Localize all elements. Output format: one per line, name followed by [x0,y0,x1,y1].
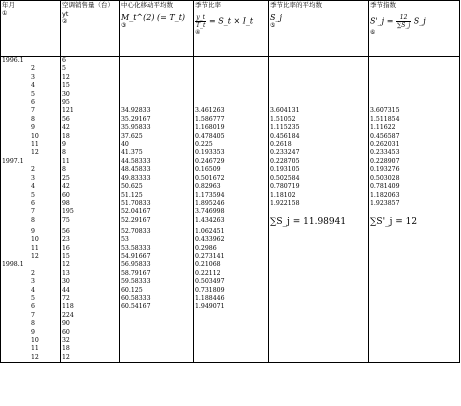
cell-moving-average: 35.29167 [120,116,194,124]
table-row [1,236,460,244]
cell-sales: 18 [61,345,120,353]
cell-sales: 56 [61,228,120,236]
cell-month: 1996.1 [1,57,61,66]
seasonal-ratio-formula: $\frac{y\_t}{T\_t}$ = S_t × I_t [196,13,254,29]
cell-seasonal-ratio: 0.21068 [194,261,269,269]
header-ratio-average: 季节比率的平均数 S_j ⑤ [269,1,369,57]
table-row [1,91,460,99]
cell-moving-average: 59.58333 [120,278,194,286]
cell-moving-average: 49.83333 [120,175,194,183]
cell-moving-average: 35.95833 [120,124,194,132]
cell-ratio-average [269,303,369,311]
cell-seasonal-ratio: 1.188446 [194,295,269,303]
cell-ratio-average [269,82,369,90]
cell-moving-average: 52.29167 [120,217,194,228]
cell-month: 9 [1,228,61,236]
seasonal-index-sum: ∑S'_j = 12 [370,216,418,227]
table-row [1,107,460,115]
cell-seasonal-index [369,261,460,269]
table-body [1,57,460,363]
cell-sales: 12 [61,261,120,269]
cell-seasonal-index: 0.262031 [369,141,460,149]
table-row [1,295,460,303]
cell-seasonal-index [369,278,460,286]
cell-seasonal-ratio [194,345,269,353]
table-row [1,141,460,149]
cell-ratio-average [269,270,369,278]
cell-month: 1998.1 [1,261,61,269]
cell-month: 6 [1,99,61,107]
cell-sales: 5 [61,65,120,73]
table-row [1,208,460,216]
table-row [1,175,460,183]
cell-sales: 30 [61,91,120,99]
cell-seasonal-ratio: 1.173594 [194,192,269,200]
cell-month: 7 [1,208,61,216]
cell-seasonal-index: 0.456587 [369,133,460,141]
cell-month: 5 [1,295,61,303]
cell-ratio-average [269,91,369,99]
cell-moving-average: 60.58333 [120,295,194,303]
cell-sales: 118 [61,303,120,311]
cell-moving-average: 53.58333 [120,245,194,253]
cell-month: 7 [1,107,61,115]
cell-seasonal-index [369,208,460,216]
cell-seasonal-ratio [194,82,269,90]
cell-moving-average: 40 [120,141,194,149]
cell-sales: 9 [61,141,120,149]
cell-seasonal-index [369,295,460,303]
cell-sales: 32 [61,337,120,345]
cell-ratio-average: 0.502584 [269,175,369,183]
cell-ratio-average: 1.51052 [269,116,369,124]
cell-seasonal-ratio: 1.586777 [194,116,269,124]
cell-sales: 25 [61,175,120,183]
table-row [1,278,460,286]
cell-seasonal-index [369,312,460,320]
cell-seasonal-ratio: 0.731809 [194,287,269,295]
table-row [1,337,460,345]
cell-moving-average [120,345,194,353]
cell-seasonal-index [369,270,460,278]
cell-moving-average: 58.79167 [120,270,194,278]
cell-moving-average [120,74,194,82]
cell-moving-average: 60.54167 [120,303,194,311]
cell-seasonal-ratio: 0.22112 [194,270,269,278]
table-row [1,217,460,228]
cell-seasonal-index: 0.781409 [369,183,460,191]
cell-month: 3 [1,74,61,82]
cell-seasonal-ratio [194,99,269,107]
cell-seasonal-ratio: 0.433962 [194,236,269,244]
table-row [1,124,460,132]
table-row [1,228,460,236]
table-row [1,166,460,174]
cell-seasonal-ratio: 0.503497 [194,278,269,286]
cell-sales: 72 [61,295,120,303]
cell-sales: 121 [61,107,120,115]
seasonal-index-formula: S'_j = $\frac{12}{\sum S\_j}$ S_j [370,13,426,29]
cell-sales: 6 [61,57,120,66]
cell-moving-average [120,329,194,337]
cell-moving-average [120,312,194,320]
cell-ratio-average [269,208,369,216]
cell-seasonal-index: 1.11622 [369,124,460,132]
cell-month: 5 [1,91,61,99]
cell-moving-average: 54.91667 [120,253,194,261]
cell-month: 11 [1,141,61,149]
cell-ratio-average [269,217,369,228]
table-row [1,82,460,90]
cell-sales: 60 [61,329,120,337]
cell-seasonal-ratio: 0.16509 [194,166,269,174]
cell-month: 3 [1,175,61,183]
cell-month: 10 [1,133,61,141]
cell-seasonal-index: 0.228907 [369,158,460,166]
header-moving-average: 中心化移动平均数 M_t^(2) (= T_t) ③ [120,1,194,57]
ratio-average-formula: S_j [270,12,282,22]
table-row [1,320,460,328]
cell-ratio-average [269,278,369,286]
cell-sales: 195 [61,208,120,216]
cell-month: 9 [1,329,61,337]
cell-month: 5 [1,192,61,200]
cell-ratio-average [269,236,369,244]
table-row [1,149,460,157]
cell-moving-average [120,57,194,66]
table-row [1,261,460,269]
header-seasonal-ratio: 季节比率 $\frac{y\_t}{T\_t}$ = S_t × I_t ④ [194,1,269,57]
cell-seasonal-ratio [194,337,269,345]
cell-sales: 11 [61,158,120,166]
cell-ratio-average [269,99,369,107]
cell-ratio-average [269,354,369,363]
cell-seasonal-index: 0.503028 [369,175,460,183]
cell-seasonal-ratio: 3.461263 [194,107,269,115]
cell-sales: 23 [61,236,120,244]
cell-ratio-average [269,74,369,82]
header-row [1,1,460,57]
cell-sales: 8 [61,149,120,157]
cell-seasonal-ratio: 1.949071 [194,303,269,311]
cell-month: 11 [1,345,61,353]
moving-average-formula: M_t^(2) (= T_t) [121,12,186,22]
cell-seasonal-index [369,99,460,107]
cell-month: 6 [1,200,61,208]
cell-month: 4 [1,287,61,295]
cell-seasonal-index [369,228,460,236]
cell-month: 11 [1,245,61,253]
cell-seasonal-index: 0.233453 [369,149,460,157]
header-sales: 空调销售量（台）yt ② [61,1,120,57]
cell-seasonal-ratio: 1.895246 [194,200,269,208]
cell-moving-average [120,354,194,363]
cell-ratio-average: 1.115235 [269,124,369,132]
cell-ratio-average: 0.2618 [269,141,369,149]
cell-ratio-average: 0.456184 [269,133,369,141]
cell-sales: 98 [61,200,120,208]
cell-seasonal-index [369,74,460,82]
cell-month: 12 [1,354,61,363]
cell-month: 3 [1,278,61,286]
cell-seasonal-ratio: 0.246729 [194,158,269,166]
cell-month: 12 [1,149,61,157]
cell-sales: 15 [61,253,120,261]
cell-month: 1997.1 [1,158,61,166]
cell-month: 8 [1,217,61,228]
cell-ratio-average [269,261,369,269]
cell-moving-average: 44.58333 [120,158,194,166]
cell-seasonal-index [369,337,460,345]
cell-ratio-average: 0.228705 [269,158,369,166]
cell-seasonal-index [369,320,460,328]
cell-ratio-average [269,295,369,303]
cell-month: 2 [1,166,61,174]
cell-month: 9 [1,124,61,132]
table-row [1,65,460,73]
cell-moving-average [120,99,194,107]
cell-moving-average: 37.625 [120,133,194,141]
cell-sales: 18 [61,133,120,141]
cell-seasonal-index [369,287,460,295]
cell-sales: 60 [61,192,120,200]
cell-seasonal-ratio: 0.193353 [194,149,269,157]
cell-ratio-average [269,329,369,337]
cell-seasonal-ratio [194,57,269,66]
table-row [1,116,460,124]
cell-seasonal-index: 1.923857 [369,200,460,208]
cell-ratio-average: 1.922158 [269,200,369,208]
cell-moving-average: 60.125 [120,287,194,295]
table-row [1,253,460,261]
cell-month: 4 [1,82,61,90]
table-row [1,303,460,311]
cell-seasonal-ratio [194,65,269,73]
cell-sales: 12 [61,74,120,82]
cell-ratio-average [269,57,369,66]
cell-moving-average: 53 [120,236,194,244]
cell-ratio-average: 0.193105 [269,166,369,174]
cell-sales: 90 [61,320,120,328]
cell-sales: 8 [61,166,120,174]
cell-sales: 95 [61,99,120,107]
table-row [1,329,460,337]
cell-moving-average: 50.625 [120,183,194,191]
cell-seasonal-ratio: 1.434263 [194,217,269,228]
cell-month: 10 [1,236,61,244]
cell-ratio-average [269,65,369,73]
cell-month: 8 [1,116,61,124]
cell-month: 7 [1,312,61,320]
cell-seasonal-ratio [194,329,269,337]
cell-ratio-average: 0.780719 [269,183,369,191]
cell-seasonal-ratio [194,91,269,99]
table-row [1,133,460,141]
table-row [1,270,460,278]
cell-sales: 30 [61,278,120,286]
cell-ratio-average [269,228,369,236]
table-row [1,158,460,166]
header-year-month: 年月 ① [1,1,61,57]
table-row [1,354,460,363]
cell-moving-average [120,65,194,73]
cell-moving-average: 52.70833 [120,228,194,236]
cell-moving-average: 34.92833 [120,107,194,115]
cell-seasonal-index: 1.511854 [369,116,460,124]
cell-seasonal-index [369,236,460,244]
cell-ratio-average [269,337,369,345]
cell-moving-average: 48.45833 [120,166,194,174]
cell-seasonal-ratio: 0.478405 [194,133,269,141]
cell-moving-average: 51.70833 [120,200,194,208]
cell-seasonal-index [369,65,460,73]
cell-seasonal-ratio: 0.82963 [194,183,269,191]
cell-seasonal-index [369,217,460,228]
cell-ratio-average [269,287,369,295]
cell-seasonal-index [369,253,460,261]
cell-seasonal-index: 1.182063 [369,192,460,200]
cell-sales: 16 [61,245,120,253]
cell-sales: 44 [61,287,120,295]
table-row [1,287,460,295]
cell-moving-average: 41.375 [120,149,194,157]
table-row [1,74,460,82]
cell-seasonal-index [369,82,460,90]
cell-seasonal-ratio: 1.168019 [194,124,269,132]
table-row [1,345,460,353]
cell-seasonal-index: 0.193276 [369,166,460,174]
cell-sales: 42 [61,183,120,191]
cell-moving-average [120,320,194,328]
table-row [1,192,460,200]
cell-month: 2 [1,65,61,73]
table-row [1,312,460,320]
cell-sales: 75 [61,217,120,228]
cell-month: 2 [1,270,61,278]
table-row [1,183,460,191]
cell-seasonal-ratio: 0.501672 [194,175,269,183]
cell-sales: 13 [61,270,120,278]
cell-seasonal-index [369,354,460,363]
cell-seasonal-index [369,245,460,253]
cell-ratio-average [269,320,369,328]
cell-ratio-average [269,245,369,253]
cell-seasonal-ratio [194,74,269,82]
table-row [1,57,460,66]
cell-month: 6 [1,303,61,311]
cell-sales: 12 [61,354,120,363]
cell-month: 8 [1,320,61,328]
cell-seasonal-ratio [194,320,269,328]
cell-seasonal-ratio: 1.062451 [194,228,269,236]
cell-month: 10 [1,337,61,345]
cell-seasonal-index [369,329,460,337]
cell-month: 12 [1,253,61,261]
cell-seasonal-index: 3.607315 [369,107,460,115]
cell-sales: 15 [61,82,120,90]
cell-seasonal-ratio: 0.273141 [194,253,269,261]
cell-seasonal-index [369,345,460,353]
cell-seasonal-index [369,303,460,311]
cell-moving-average [120,82,194,90]
cell-moving-average: 52.04167 [120,208,194,216]
cell-moving-average [120,91,194,99]
cell-ratio-average [269,253,369,261]
cell-seasonal-index [369,57,460,66]
table-row [1,200,460,208]
cell-ratio-average: 3.604131 [269,107,369,115]
cell-moving-average: 56.95833 [120,261,194,269]
header-seasonal-index: 季节指数 S'_j = $\frac{12}{\sum S\_j}$ S_j ⑥ [369,1,460,57]
cell-seasonal-ratio [194,354,269,363]
cell-sales: 224 [61,312,120,320]
cell-seasonal-ratio: 3.746998 [194,208,269,216]
cell-ratio-average: 0.233247 [269,149,369,157]
cell-seasonal-ratio: 0.2986 [194,245,269,253]
cell-ratio-average: 1.18102 [269,192,369,200]
cell-seasonal-ratio [194,312,269,320]
table-row [1,245,460,253]
cell-seasonal-index [369,91,460,99]
cell-seasonal-ratio: 0.225 [194,141,269,149]
cell-ratio-average [269,345,369,353]
table-row [1,99,460,107]
ratio-average-sum: ∑S_j = 11.98941 [270,216,347,227]
cell-ratio-average [269,312,369,320]
cell-sales: 56 [61,116,120,124]
cell-moving-average: 51.125 [120,192,194,200]
cell-sales: 42 [61,124,120,132]
cell-month: 4 [1,183,61,191]
cell-moving-average [120,337,194,345]
